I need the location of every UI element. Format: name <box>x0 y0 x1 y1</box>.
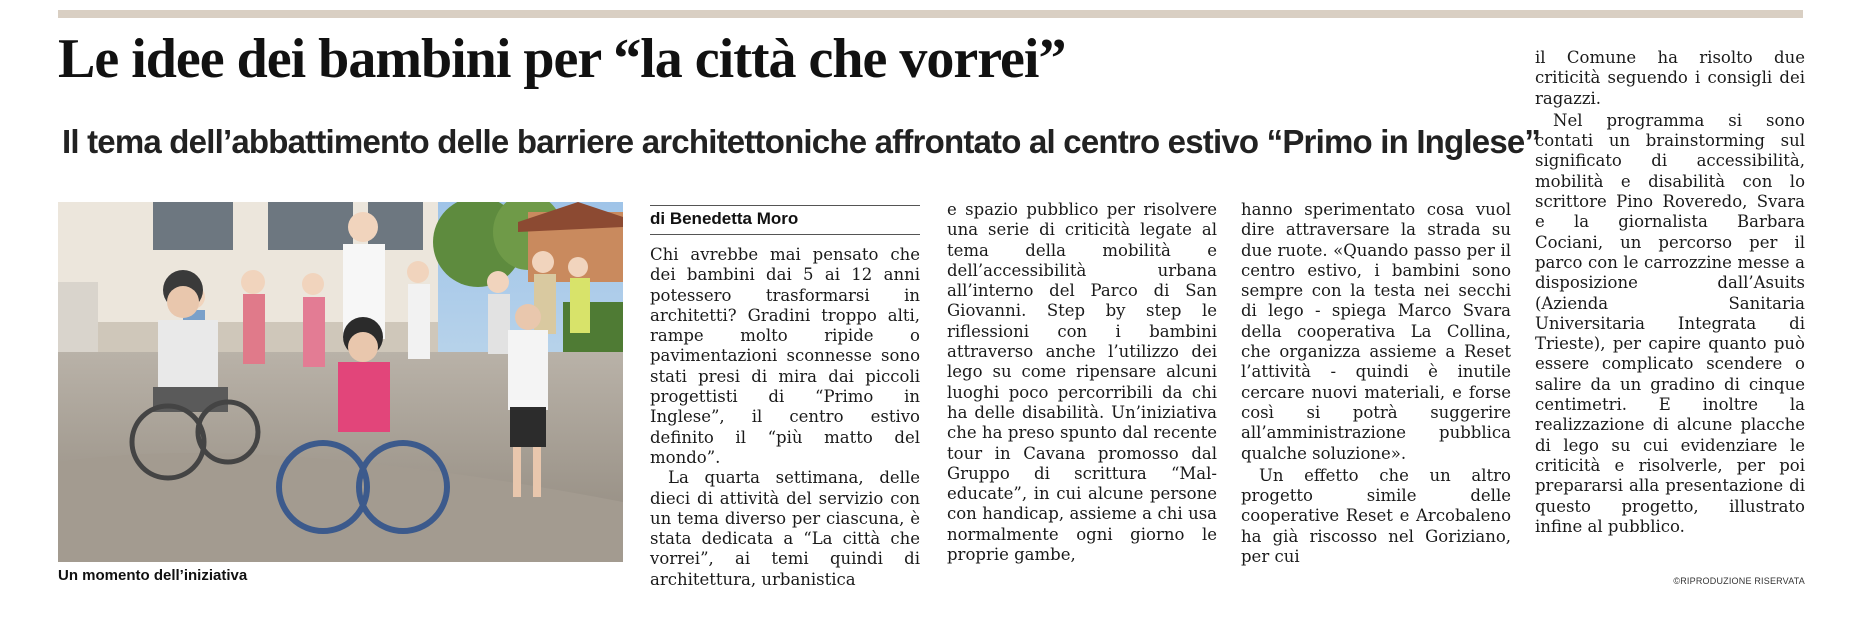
top-rule <box>58 10 1803 18</box>
byline: di Benedetta Moro <box>650 205 920 235</box>
paragraph: Un effetto che un altro progetto simile delle cooperative Reset e Arcobaleno ha già riscosso nel Goriziano, per cui <box>1241 465 1511 567</box>
copyright-notice: ©RIPRODUZIONE RISERVATA <box>1673 576 1805 586</box>
paragraph: Chi avrebbe mai pensato che dei bambini dai 5 ai 12 anni potessero trasformarsi in architetti? Gradini troppo alti, rampe molto ripide o pavimentazioni sconnesse sono stati presi di mira dai piccoli progettisti di “Primo in Inglese”, il centro estivo definito il “più matto del mondo”. <box>650 245 920 467</box>
paragraph: e spazio pubblico per risolvere una serie di criticità legate al tema della mobilità e dell’accessibilità urbana all’interno del Parco di San Giovanni. Step by step le riflessioni con i bambini attraverso anche l’utilizzo dei lego su come ripensare alcuni luoghi poco percorribili da chi ha delle disabilità. Un’iniziativa che ha preso spunto dal recente tour in Cavana promosso dal Gruppo di scrittura “Mal-educate”, in cui alcune persone con handicap, assieme a chi usa normalmente ogni giorno le proprie gambe, <box>947 200 1217 565</box>
column-4 <box>1535 48 1805 537</box>
subtitle: Il tema dell’abbattimento delle barriere architettoniche affrontato al centro estivo “Primo in Inglese” <box>62 123 1541 160</box>
photo-caption: Un momento dell’iniziativa <box>58 567 248 584</box>
column-3 <box>1241 200 1511 567</box>
paragraph: Nel programma si sono contati un brainstorming sul significato di accessibilità, mobilità e disabilità con lo scrittore Pino Roveredo, Svara e la giornalista Barbara Cociani, un percorso per il parco con le carrozzine messe a disposizione dall’Asuits (Azienda Sanitaria Universitaria Integrata di Trieste), per capire quanto può essere complicato scendere o salire da un gradino di cinque centimetri. E inoltre la realizzazione di alcune placche di lego su cui evidenziare le criticità e risolverle, per poi prepararsi alla presentazione di questo progetto, illustrato infine al pubblico. <box>1535 110 1805 536</box>
column-2 <box>947 200 1217 565</box>
article-photo <box>58 202 623 562</box>
paragraph: il Comune ha risolto due criticità seguendo i consigli dei ragazzi. <box>1535 48 1805 108</box>
paragraph: La quarta settimana, delle dieci di attività del servizio con un tema diverso per ciascuna, è stata dedicata a “La città che vorrei”, ai temi quindi di architettura, urbanistica <box>650 468 920 589</box>
headline: Le idee dei bambini per “la città che vorrei” <box>58 28 1066 90</box>
photo-illustration <box>58 202 623 562</box>
paragraph: hanno sperimentato cosa vuol dire attraversare la strada su due ruote. «Quando passo per il centro estivo, i bambini sono sempre con la testa nei secchi di lego - spiega Marco Svara della cooperativa La Collina, che organizza assieme a Reset l’attività - quindi è inutile cercare nuovi materiali, e forse così si potrà suggerire all’amministrazione pubblica qualche soluzione». <box>1241 200 1511 463</box>
column-1 <box>650 245 920 590</box>
